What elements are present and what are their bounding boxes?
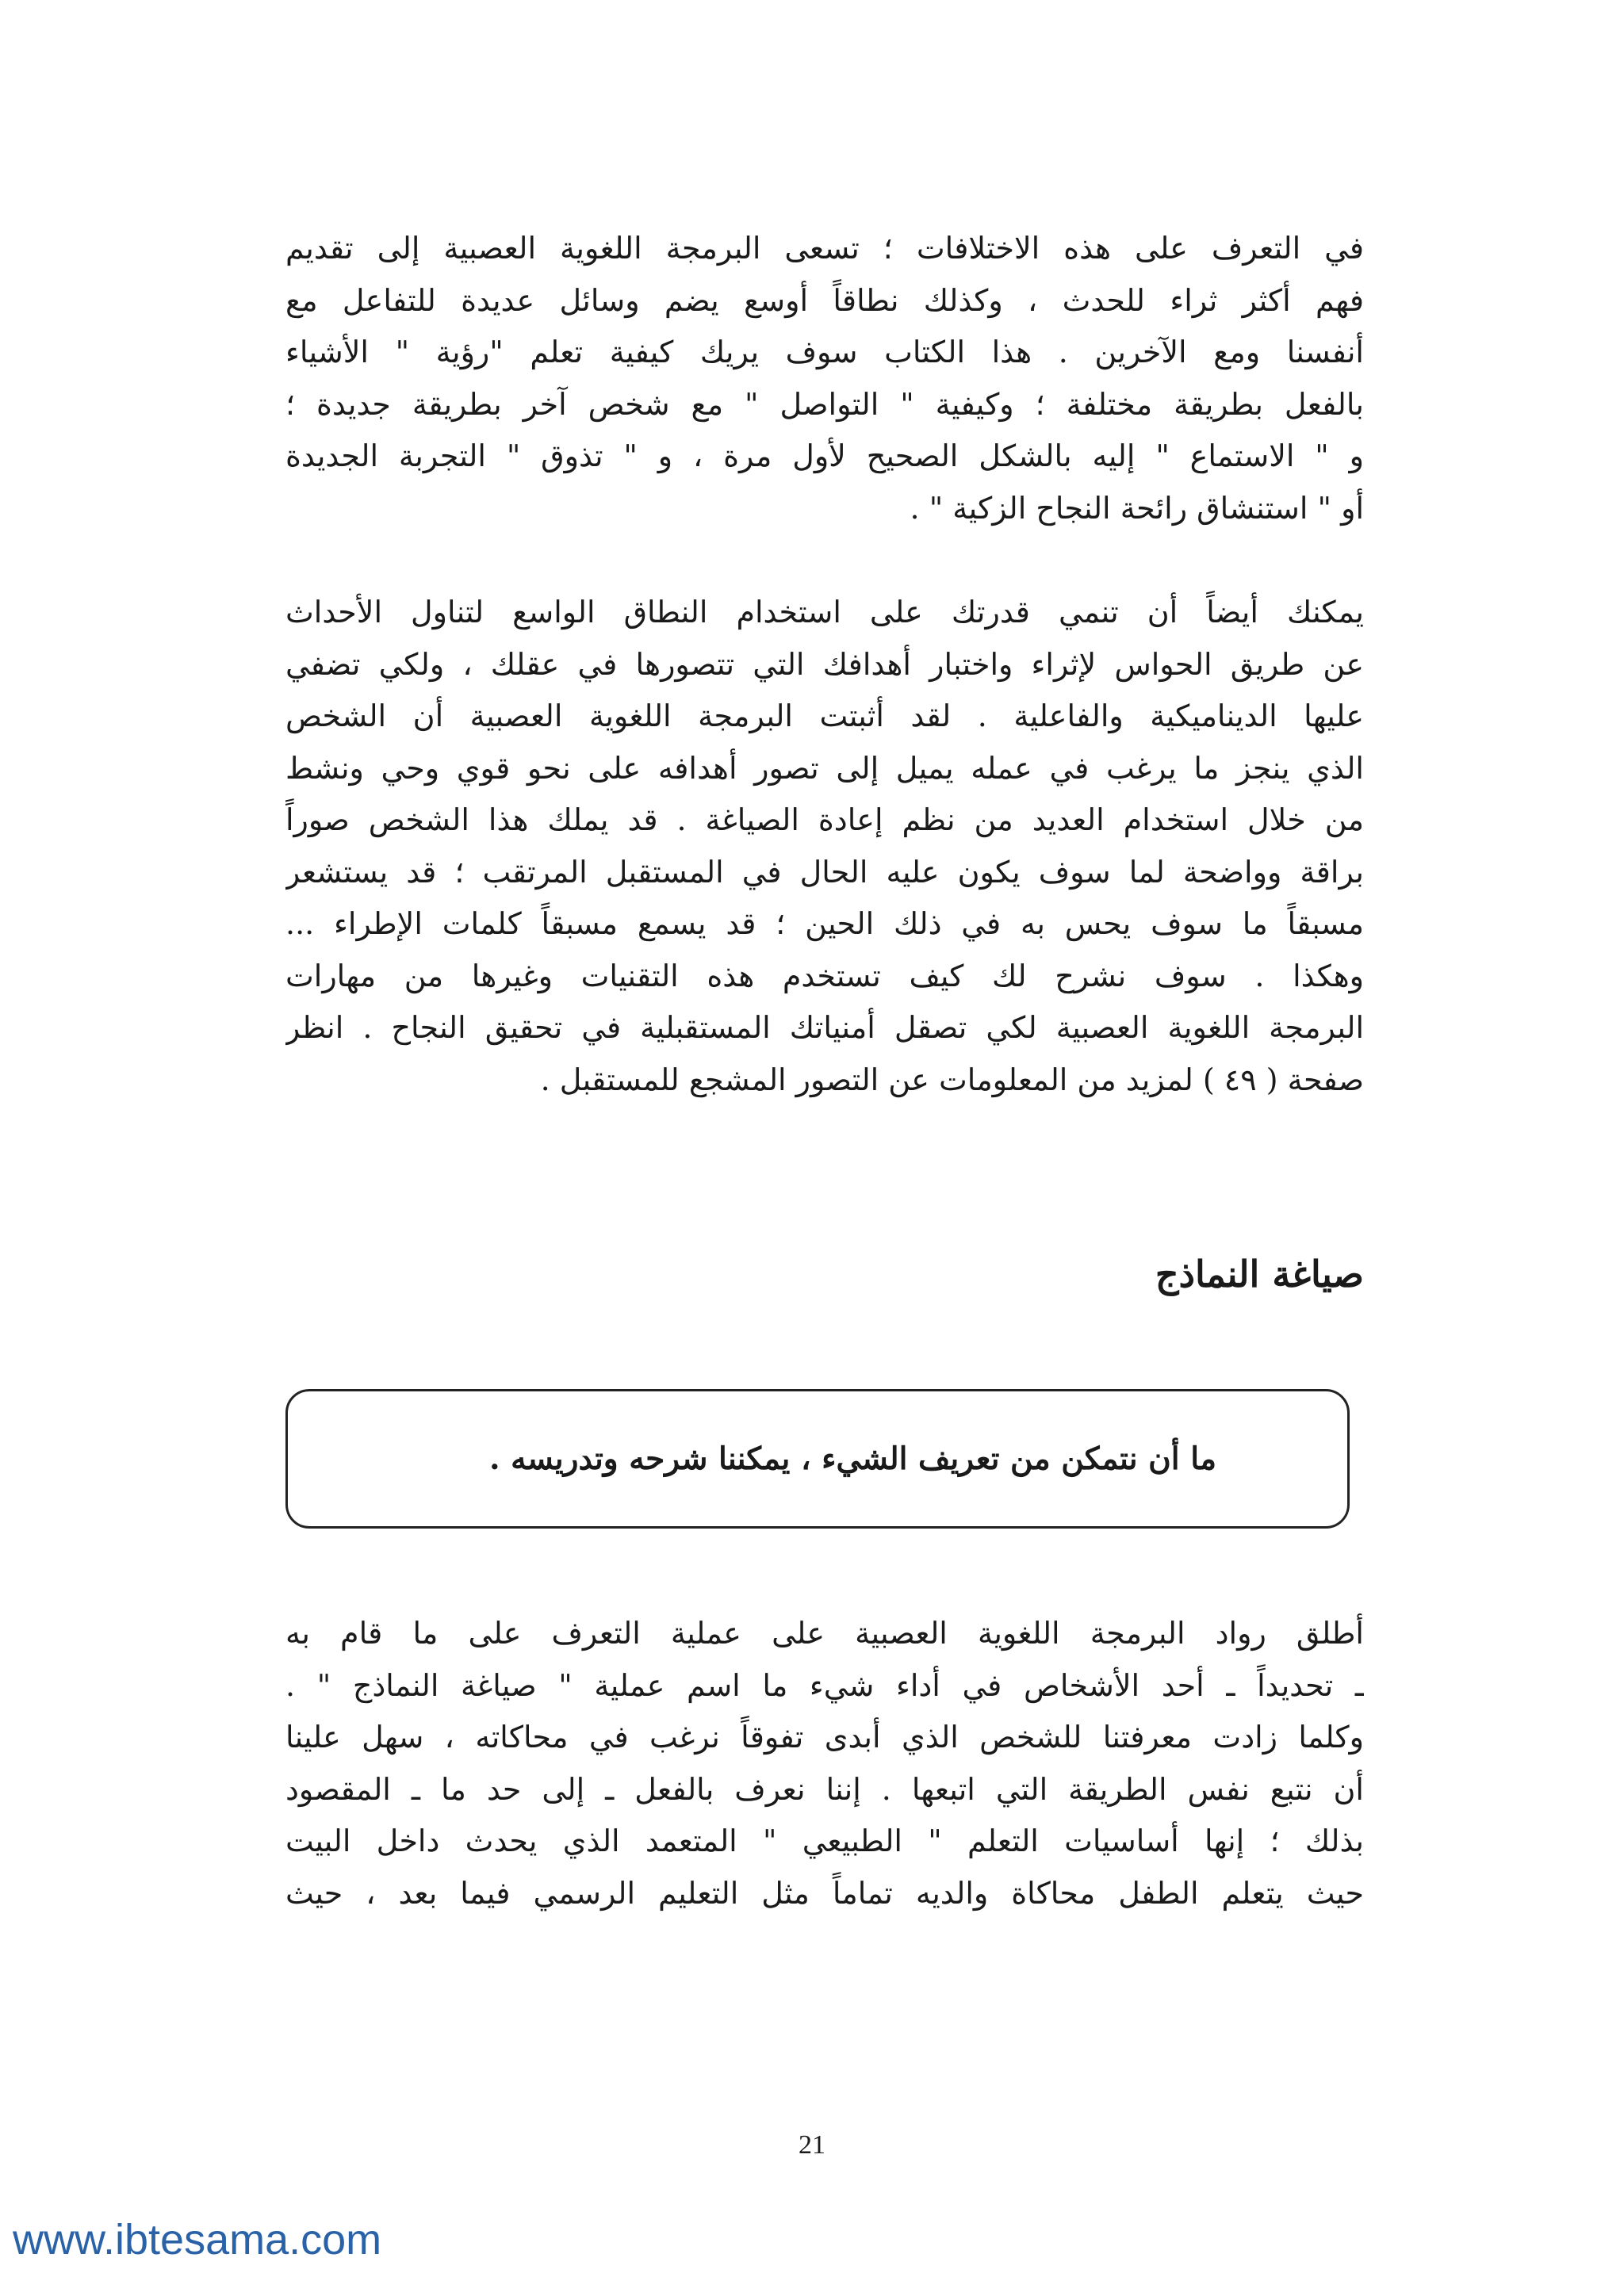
text-line: أنفسنا ومع الآخرين . هذا الكتاب سوف يريك كيفية تعلم "رؤية " الأشياء: [285, 335, 1364, 369]
text-line: حيث يتعلم الطفل محاكاة والديه تماماً مثل التعليم الرسمي فيما بعد ، حيث: [285, 1875, 1364, 1911]
text-line: و " الاستماع " إليه بالشكل الصحيح لأول مرة ، و " تذوق " التجربة الجديدة: [285, 438, 1364, 473]
text-line: أو " استنشاق رائحة النجاح الزكية " .: [910, 490, 1364, 526]
page-number: 21: [799, 2130, 825, 2160]
watermark-url[interactable]: www.ibtesama.com: [13, 2216, 382, 2263]
text-line: وكلما زادت معرفتنا للشخص الذي أبدى تفوقاً نرغب في محاكاته ، سهل علينا: [285, 1720, 1364, 1755]
text-line: أطلق رواد البرمجة اللغوية العصبية على عملية التعرف على ما قام به: [285, 1616, 1364, 1651]
text-line: مسبقاً ما سوف يحس به في ذلك الحين ؛ قد يسمع مسبقاً كلمات الإطراء ...: [285, 906, 1364, 941]
text-line: فهم أكثر ثراء للحدث ، وكذلك نطاقاً أوسع يضم وسائل عديدة للتفاعل مع: [285, 282, 1364, 318]
text-line: بالفعل بطريقة مختلفة ؛ وكيفية " التواصل " مع شخص آخر بطريقة جديدة ؛: [285, 386, 1364, 422]
text-line: عليها الديناميكية والفاعلية . لقد أثبتت البرمجة اللغوية العصبية أن الشخص: [285, 698, 1364, 733]
text-line: وهكذا . سوف نشرح لك كيف تستخدم هذه التقنيات وغيرها من مهارات: [285, 958, 1364, 993]
quote-box: [285, 1389, 1350, 1529]
paragraph-2: [285, 587, 1364, 1106]
text-line: صفحة ( ٤٩ ) لمزيد من المعلومات عن التصور المشجع للمستقبل .: [540, 1062, 1364, 1097]
paragraph-3: [285, 1608, 1364, 1919]
paragraph-1: [285, 223, 1364, 534]
text-line: البرمجة اللغوية العصبية لكي تصقل أمنياتك المستقبلية في تحقيق النجاح . انظر: [285, 1010, 1364, 1045]
text-line: من خلال استخدام العديد من نظم إعادة الصياغة . قد يملك هذا الشخص صوراً: [285, 802, 1364, 837]
section-heading: صياغة النماذج: [1155, 1253, 1364, 1295]
text-line: الذي ينجز ما يرغب في عمله يميل إلى تصور أهدافه على نحو قوي وحي ونشط: [285, 750, 1364, 786]
text-line: في التعرف على هذه الاختلافات ؛ تسعى البرمجة اللغوية العصبية إلى تقديم: [285, 231, 1364, 266]
text-line: بذلك ؛ إنها أساسيات التعلم " الطبيعي " المتعمد الذي يحدث داخل البيت: [285, 1823, 1364, 1858]
quote-text: ما أن نتمكن من تعريف الشيء ، يمكننا شرحه وتدريسه .: [488, 1441, 1216, 1477]
text-line: يمكنك أيضاً أن تنمي قدرتك على استخدام النطاق الواسع لتناول الأحداث: [285, 595, 1364, 629]
text-line: ـ تحديداً ـ أحد الأشخاص في أداء شيء ما اسم عملية " صياغة النماذج " .: [285, 1667, 1364, 1703]
text-line: عن طريق الحواس لإثراء واختبار أهدافك التي تتصورها في عقلك ، ولكي تضفي: [285, 646, 1364, 682]
text-line: براقة وواضحة لما سوف يكون عليه الحال في المستقبل المرتقب ؛ قد يستشعر: [285, 854, 1364, 890]
text-line: أن نتبع نفس الطريقة التي اتبعها . إننا نعرف بالفعل ـ إلى حد ما ـ المقصود: [285, 1771, 1364, 1807]
